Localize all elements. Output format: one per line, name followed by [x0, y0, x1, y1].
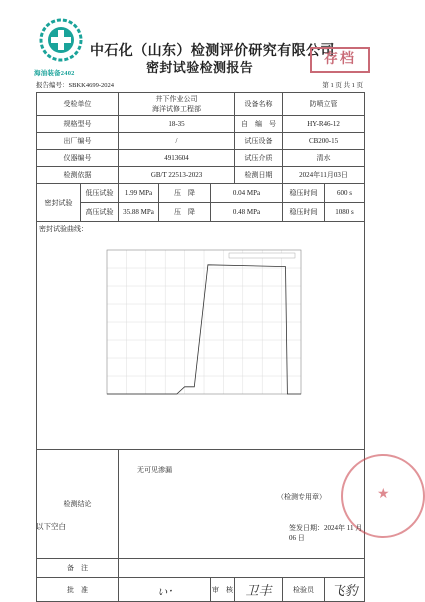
- high-pressure-label: 高压试验: [81, 203, 119, 222]
- low-pressure-value: 1.99 MPa: [119, 184, 159, 203]
- seal-star-icon: ★: [377, 487, 390, 502]
- footer-note: 以下空白: [36, 522, 66, 531]
- report-subtitle: 密封试验检测报告: [146, 60, 254, 75]
- remark-label: 备 注: [37, 559, 119, 578]
- inspection-seal-text: （检测专用章）: [277, 493, 326, 501]
- curve-label: 密封试验曲线：: [39, 225, 88, 233]
- conclusion-text: 无可见渗漏: [137, 466, 172, 474]
- report-number: 报告编号：SBKK4699-2024: [36, 82, 115, 89]
- conclusion-cell: [119, 450, 390, 559]
- equipment-value: 防喷立管: [283, 93, 365, 116]
- pressure-curve-chart: [99, 242, 309, 402]
- test-device-label: 试压设备: [235, 133, 283, 150]
- report-table: [36, 92, 390, 602]
- inspector-signature: 飞豹: [325, 578, 365, 602]
- high-hold-value: 1080 s: [325, 203, 365, 222]
- approve-signature: ぃ·: [119, 578, 211, 602]
- high-drop-value: 0.48 MPa: [211, 203, 283, 222]
- factoryno-label: 出厂编号: [37, 133, 119, 150]
- high-drop-label: 压 降: [159, 203, 211, 222]
- approve-label: 批 准: [37, 578, 119, 602]
- date-value: 2024年11月03日: [283, 167, 365, 184]
- high-pressure-value: 35.88 MPa: [119, 203, 159, 222]
- report-title: 中石化（山东）检测评价研究有限公司: [90, 44, 335, 59]
- high-hold-label: 稳压时间: [283, 203, 325, 222]
- conclusion-label: 检测结论: [37, 450, 119, 559]
- low-pressure-label: 低压试验: [81, 184, 119, 203]
- review-signature: 卫丰: [235, 578, 283, 602]
- company-logo-icon: [38, 18, 84, 66]
- logo-caption: 海油装备2402: [34, 70, 75, 77]
- low-drop-value: 0.04 MPa: [211, 184, 283, 203]
- basis-value: GB/T 22513-2023: [119, 167, 235, 184]
- equipment-label: 设备名称: [235, 93, 283, 116]
- test-device-value: CB200-15: [283, 133, 365, 150]
- page-info: 第 1 页 共 1 页: [322, 82, 363, 89]
- review-label: 审 核: [211, 578, 235, 602]
- chart-info-box: [229, 253, 295, 258]
- instrument-label: 仪器编号: [37, 150, 119, 167]
- factoryno-value: /: [119, 133, 235, 150]
- remark-value: [119, 559, 365, 578]
- basis-label: 检测依据: [37, 167, 119, 184]
- inspector-label: 检验员: [283, 578, 325, 602]
- spec-label: 规格型号: [37, 116, 119, 133]
- instrument-value: 4913604: [119, 150, 235, 167]
- date-label: 检测日期: [235, 167, 283, 184]
- archive-stamp: 存档: [310, 47, 370, 73]
- low-hold-label: 稳压时间: [283, 184, 325, 203]
- medium-label: 试压介质: [235, 150, 283, 167]
- selfno-label: 自 编 号: [235, 116, 283, 133]
- low-drop-label: 压 降: [159, 184, 211, 203]
- curve-section: [37, 222, 365, 450]
- client-label: 受检单位: [37, 93, 119, 116]
- selfno-value: HY-R46-12: [283, 116, 365, 133]
- sign-date: 签发日期：2024年 11 月 06 日: [289, 524, 363, 542]
- medium-value: 清水: [283, 150, 365, 167]
- seal-test-label: 密封试验: [37, 184, 81, 222]
- low-hold-value: 600 s: [325, 184, 365, 203]
- spec-value: 18-35: [119, 116, 235, 133]
- client-value: 井下作业公司 海洋试修工程部: [119, 93, 235, 116]
